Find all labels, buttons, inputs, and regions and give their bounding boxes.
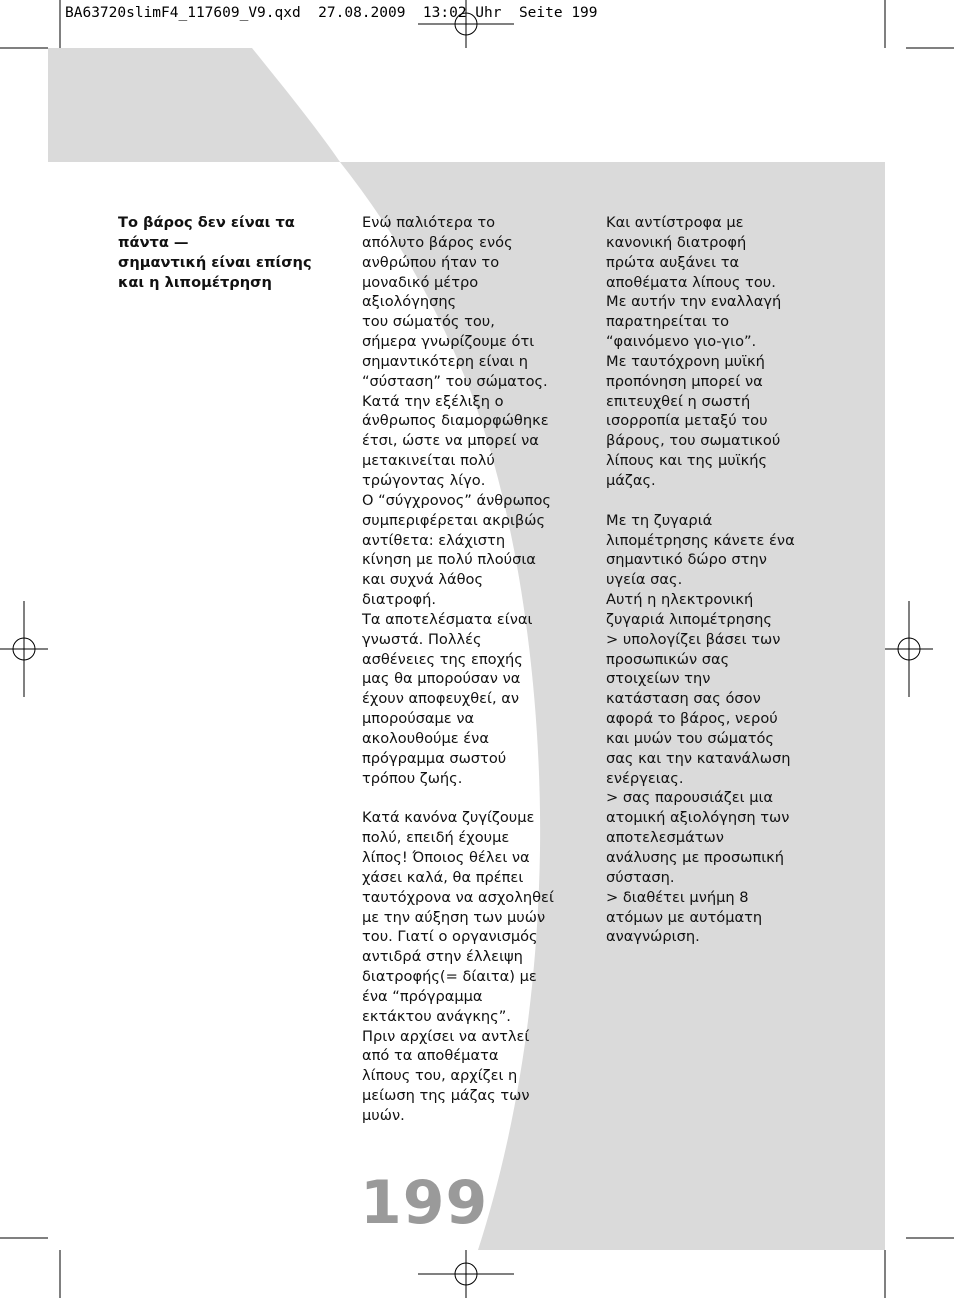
text-line: ζυγαριά λιπομέτρησης <box>606 610 772 628</box>
text-line: συμπεριφέρεται ακριβώς <box>362 511 546 529</box>
text-line: μοναδικό μέτρο <box>362 273 479 291</box>
text-line: με την αύξηση των μυών <box>362 908 546 926</box>
text-line: απόλυτο βάρος ενός <box>362 233 513 251</box>
text-line: υγεία σας. <box>606 571 683 589</box>
text-column-middle <box>362 213 554 1126</box>
section-heading <box>118 213 312 292</box>
text-line: σας και την κατανάλωση <box>606 749 791 767</box>
text-line: του. Γιατί ο οργανισμός <box>362 928 538 946</box>
text-line: μυών. <box>362 1106 405 1124</box>
text-line: κανονική διατροφή <box>606 233 747 251</box>
text-line: διατροφή. <box>362 591 436 609</box>
text-line: από τα αποθέματα <box>362 1047 499 1065</box>
text-line: ένα “πρόγραμμα <box>362 987 483 1005</box>
text-line: προσωπικών σας <box>606 650 730 668</box>
text-line: χάσει καλά, θα πρέπει <box>362 868 524 886</box>
page-number: 199 <box>360 1168 489 1238</box>
text-line: ισορροπία μεταξύ του <box>606 412 768 430</box>
text-line: του σώματός του, <box>362 313 495 331</box>
text-line: > διαθέτει μνήμη 8 <box>606 888 749 906</box>
text-line: και μυών του σώματός <box>606 729 774 747</box>
text-line: ταυτόχρονα να ασχοληθεί <box>362 888 554 906</box>
text-line: πρώτα αυξάνει τα <box>606 253 740 271</box>
text-line: επιτευχθεί η σωστή <box>606 392 751 410</box>
text-line: λίπους του, αρχίζει η <box>362 1067 518 1085</box>
text-line: βάρους, του σωματικού <box>606 432 781 450</box>
text-line: αφορά το βάρος, νερού <box>606 710 778 728</box>
text-line: ανάλυσης με προσωπική <box>606 849 785 866</box>
text-line: Κατά κανόνα ζυγίζουμε <box>362 809 535 827</box>
text-line: αναγνώριση. <box>606 928 700 946</box>
text-line: έτσι, ώστε να μπορεί να <box>362 432 539 450</box>
text-line: λιπομέτρησης κάνετε ένα <box>606 531 795 549</box>
text-line: μας θα μπορούσαν να <box>362 670 521 688</box>
text-line: > σας παρουσιάζει μια <box>606 789 774 807</box>
text-line: εκτάκτου ανάγκης”. <box>362 1007 511 1025</box>
text-line: κατάσταση σας όσον <box>606 690 761 708</box>
text-line: λίπους και της μυϊκής <box>606 452 768 470</box>
text-line: αποθέματα λίπους του. <box>606 273 776 291</box>
text-line: Με αυτήν την εναλλαγή <box>606 293 782 311</box>
text-line: “φαινόμενο γιο-γιο”. <box>606 333 757 351</box>
heading-line: σημαντική είναι επίσης <box>118 253 312 271</box>
text-line: σύσταση. <box>606 868 675 886</box>
text-line: ανθρώπου ήταν το <box>362 253 500 271</box>
text-line: λίπος! Όποιος θέλει να <box>362 849 530 866</box>
text-line: ασθένειες της εποχής <box>362 650 523 668</box>
text-line: στοιχείων την <box>606 670 711 688</box>
text-line: ατόμων με αυτόματη <box>606 908 763 926</box>
text-line: αντίθετα: ελάχιστη <box>362 531 506 549</box>
text-line: πρόγραμμα σωστού <box>362 749 507 767</box>
text-line: άνθρωπος διαμορφώθηκε <box>362 412 549 430</box>
text-line: διατροφής(= δίαιτα) με <box>362 968 537 986</box>
text-line: τρώγοντας λίγο. <box>362 471 486 489</box>
text-line: σήμερα γνωρίζουμε ότι <box>362 333 535 351</box>
text-line: μετακινείται πολύ <box>362 452 495 470</box>
heading-line: και η λιπομέτρηση <box>118 273 272 291</box>
text-line: ατομική αξιολόγηση των <box>606 809 790 827</box>
text-line: μείωση της μάζας των <box>362 1087 530 1105</box>
text-line: Με ταυτόχρονη μυϊκή <box>606 352 765 370</box>
text-line: παρατηρείται το <box>606 313 730 331</box>
print-slug: BA63720slimF4_117609_V9.qxd 27.08.2009 13:02 Uhr Seite 199 <box>65 5 598 21</box>
text-line: πολύ, επειδή έχουμε <box>362 829 510 847</box>
heading-line: πάντα — <box>118 233 189 251</box>
text-column-right <box>606 213 795 947</box>
text-line: αξιολόγησης <box>362 293 457 311</box>
text-line: σημαντικό δώρο στην <box>606 551 767 569</box>
text-line: γνωστά. Πολλές <box>362 630 482 648</box>
text-line: σημαντικότερη είναι η <box>362 352 529 370</box>
text-line: Πριν αρχίσει να αντλεί <box>362 1027 530 1045</box>
text-line: Ο “σύγχρονος” άνθρωπος <box>362 491 551 509</box>
text-line: Τα αποτελέσματα είναι <box>362 610 533 628</box>
paragraph-gap <box>362 788 554 808</box>
text-line: τρόπου ζωής. <box>362 769 463 787</box>
text-line: έχουν αποφευχθεί, αν <box>362 690 520 708</box>
text-line: μπορούσαμε να <box>362 710 475 728</box>
text-line: αποτελεσμάτων <box>606 829 724 847</box>
text-line: μάζας. <box>606 471 656 489</box>
heading-line: Το βάρος δεν είναι τα <box>118 214 295 231</box>
text-line: ακολουθούμε ένα <box>362 729 489 747</box>
paragraph-gap <box>606 491 795 511</box>
text-line: προπόνηση μπορεί να <box>606 372 763 390</box>
text-line: > υπολογίζει βάσει των <box>606 630 781 648</box>
text-line: Με τη ζυγαριά <box>606 511 713 529</box>
text-line: Αυτή η ηλεκτρονική <box>606 591 754 609</box>
text-line: Και αντίστροφα με <box>606 214 744 231</box>
text-line: Ενώ παλιότερα το <box>362 214 496 231</box>
text-line: αντιδρά στην έλλειψη <box>362 948 523 966</box>
text-line: Κατά την εξέλιξη ο <box>362 392 504 410</box>
text-line: “σύσταση” του σώματος. <box>362 372 548 390</box>
text-line: κίνηση με πολύ πλούσια <box>362 551 536 569</box>
text-line: και συχνά λάθος <box>362 571 484 589</box>
text-line: ενέργειας. <box>606 769 684 787</box>
